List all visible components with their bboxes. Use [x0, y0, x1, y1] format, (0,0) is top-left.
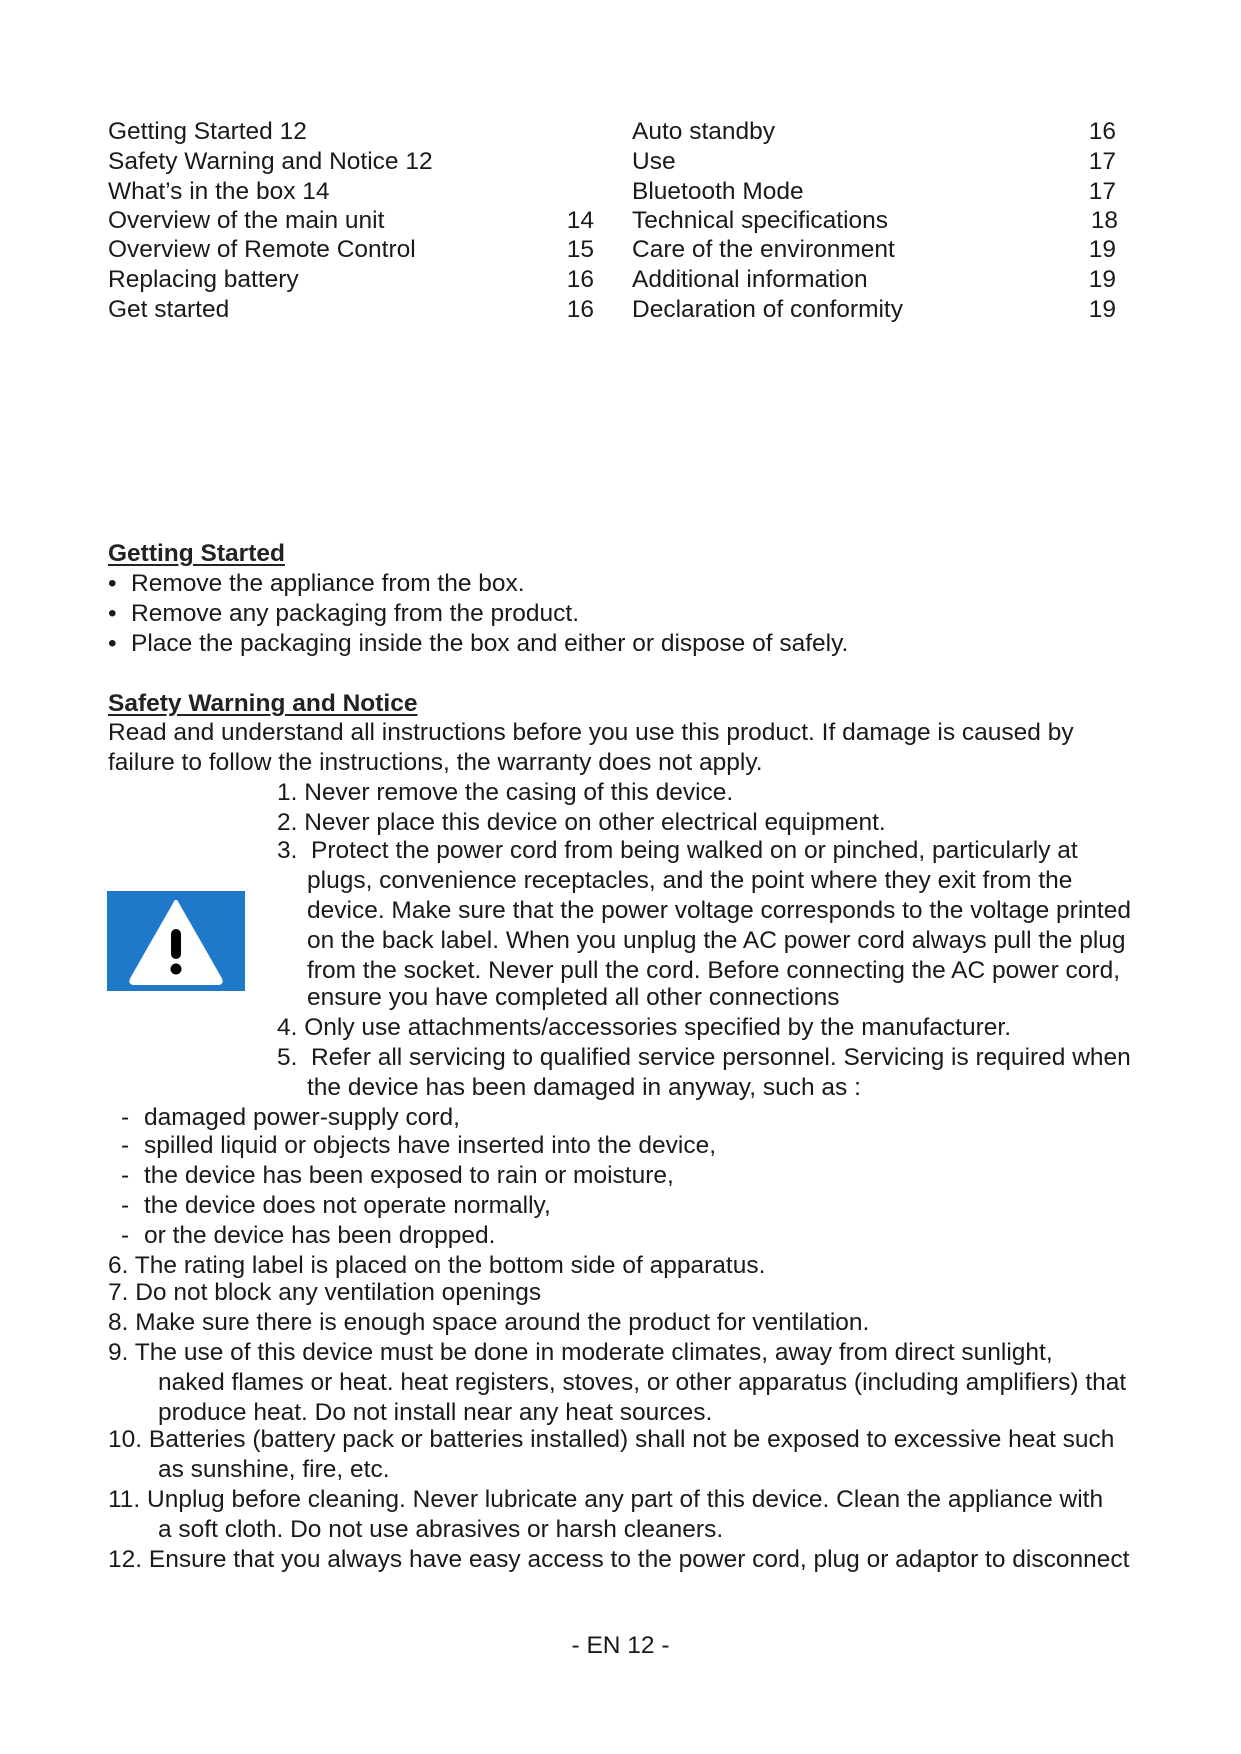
dash-marker: - [121, 1132, 130, 1159]
warning-triangle-icon [107, 891, 245, 991]
list-item: spilled liquid or objects have inserted into the device, [144, 1132, 717, 1159]
toc-entry: Care of the environment [632, 236, 895, 263]
toc-page: 15 [566, 236, 594, 263]
toc-entry: Auto standby [632, 118, 776, 145]
toc-entry: Overview of Remote Control [108, 236, 416, 263]
toc-page: 17 [1088, 148, 1116, 175]
toc-page: 14 [566, 207, 594, 234]
toc-entry: Technical specifications [632, 207, 889, 234]
dash-marker: - [121, 1104, 130, 1131]
safety-item: 4. Only use attachments/accessories specified by the manufacturer. [277, 1014, 1012, 1041]
toc-page: 19 [1088, 266, 1116, 293]
bullet-icon: • [108, 630, 117, 657]
safety-item: naked flames or heat. heat registers, stoves, or other apparatus (including amplifiers) that [158, 1369, 1127, 1396]
toc-entry: Bluetooth Mode [632, 178, 804, 205]
safety-item: a soft cloth. Do not use abrasives or harsh cleaners. [158, 1516, 724, 1543]
list-item: or the device has been dropped. [144, 1222, 496, 1249]
safety-item: 12. Ensure that you always have easy access to the power cord, plug or adaptor to disconnect [108, 1546, 1130, 1573]
safety-intro: failure to follow the instructions, the warranty does not apply. [108, 749, 763, 776]
bullet-icon: • [108, 600, 117, 627]
safety-item: as sunshine, fire, etc. [158, 1456, 390, 1483]
toc-page: 19 [1088, 296, 1116, 323]
safety-item: device. Make sure that the power voltage corresponds to the voltage printed [307, 897, 1131, 924]
list-item: Remove any packaging from the product. [131, 600, 580, 627]
toc-entry: Getting Started 12 [108, 118, 307, 145]
safety-item: Refer all servicing to qualified service personnel. Servicing is required when [311, 1044, 1131, 1071]
safety-item: 7. Do not block any ventilation openings [108, 1279, 542, 1306]
toc-entry: What’s in the box 14 [108, 178, 330, 205]
safety-item: 6. The rating label is placed on the bottom side of apparatus. [108, 1252, 766, 1279]
getting-started-heading: Getting Started [108, 540, 285, 567]
safety-item-number: 3. [277, 837, 298, 864]
toc-entry: Use [632, 148, 676, 175]
list-item: Place the packaging inside the box and either or dispose of safely. [131, 630, 849, 657]
list-item: Remove the appliance from the box. [131, 570, 525, 597]
toc-entry: Replacing battery [108, 266, 299, 293]
toc-entry: Declaration of conformity [632, 296, 903, 323]
page-number: - EN 12 - [571, 1632, 670, 1659]
bullet-icon: • [108, 570, 117, 597]
toc-entry: Overview of the main unit [108, 207, 385, 234]
safety-item: the device has been damaged in anyway, such as : [307, 1074, 861, 1101]
toc-page: 16 [566, 296, 594, 323]
toc-page: 19 [1088, 236, 1116, 263]
list-item: the device has been exposed to rain or moisture, [144, 1162, 674, 1189]
dash-marker: - [121, 1192, 130, 1219]
safety-item: produce heat. Do not install near any heat sources. [158, 1399, 713, 1426]
safety-item: plugs, convenience receptacles, and the point where they exit from the [307, 867, 1073, 894]
toc-page: 16 [1088, 118, 1116, 145]
toc-entry: Additional information [632, 266, 868, 293]
safety-item: 11. Unplug before cleaning. Never lubricate any part of this device. Clean the appliance with [108, 1486, 1104, 1513]
safety-item: on the back label. When you unplug the AC power cord always pull the plug [307, 927, 1126, 954]
safety-item: ensure you have completed all other connections [307, 984, 840, 1011]
toc-page: 17 [1088, 178, 1116, 205]
toc-page: 18 [1090, 207, 1118, 234]
warning-icon [107, 891, 245, 991]
toc-entry: Safety Warning and Notice 12 [108, 148, 433, 175]
safety-item: Protect the power cord from being walked on or pinched, particularly at [311, 837, 1078, 864]
safety-item: 1. Never remove the casing of this device. [277, 779, 734, 806]
safety-item-number: 5. [277, 1044, 298, 1071]
safety-intro: Read and understand all instructions before you use this product. If damage is caused by [108, 719, 1074, 746]
dash-marker: - [121, 1222, 130, 1249]
safety-item: from the socket. Never pull the cord. Before connecting the AC power cord, [307, 957, 1120, 984]
dash-marker: - [121, 1162, 130, 1189]
list-item: damaged power-supply cord, [144, 1104, 460, 1131]
safety-item: 8. Make sure there is enough space around the product for ventilation. [108, 1309, 870, 1336]
toc-page: 16 [566, 266, 594, 293]
toc-entry: Get started [108, 296, 230, 323]
safety-item: 2. Never place this device on other electrical equipment. [277, 809, 886, 836]
safety-item: 10. Batteries (battery pack or batteries installed) shall not be exposed to excessive heat such [108, 1426, 1115, 1453]
safety-heading: Safety Warning and Notice [108, 690, 418, 717]
list-item: the device does not operate normally, [144, 1192, 551, 1219]
safety-item: 9. The use of this device must be done in moderate climates, away from direct sunlight, [108, 1339, 1053, 1366]
